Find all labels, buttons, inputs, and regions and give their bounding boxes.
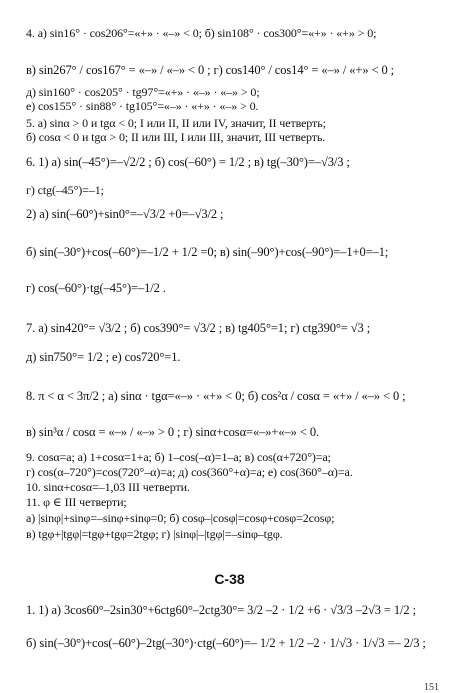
line-11v: в) tgφ+|tgφ|=tgφ+tgφ=2tgφ; г) |sinφ|–|tgφ|=–sinφ–tgφ.: [26, 527, 283, 541]
line-7: 7. а) sin420°= √3/2 ; б) cos390°= √3/2 ; в) tg405°=1; г) ctg390°= √3 ;: [26, 321, 371, 335]
section-heading: С-38: [214, 571, 245, 587]
line-10: 10. sinα+cosα=–1,03 III четверти.: [26, 480, 190, 494]
line-7d: д) sin750°= 1/2 ; е) cos720°=1.: [26, 350, 181, 364]
line-11: 11. φ ∈ III четверти;: [26, 495, 127, 509]
line-c38-1a: 1. 1) а) 3cos60°–2sin30°+6ctg60°–2ctg30°= 3/2 –2 · 1/2 +6 · √3/3 –2√3 = 1/2 ;: [26, 603, 416, 617]
line-4vg: в) sin267° / cos167° = «–» / «–» < 0 ; г) cos140° / cos14° = «–» / «+» < 0 ;: [26, 63, 395, 77]
line-9: 9. cosα=a; а) 1+cosα=1+a; б) 1–cos(–α)=1–a; в) cos(α+720°)=a;: [26, 450, 331, 464]
line-9g: г) cos(α–720°)=cos(720°–α)=a; д) cos(360°+α)=a; е) cos(360°–α)=a.: [26, 465, 353, 479]
line-4ab: 4. а) sin16° · cos206°=«+» · «–» < 0; б) sin108° · cos300°=«+» · «+» > 0;: [26, 26, 377, 40]
line-5a: 5. а) sinα > 0 и tgα < 0; I или II, II или IV, значит, II четверть;: [26, 116, 326, 130]
line-4d: д) sin160° · cos205° · tg97°=«+» · «–» · «–» > 0;: [26, 85, 260, 99]
line-6-1g: г) ctg(–45°)=–1;: [26, 183, 104, 197]
line-11a: а) |sinφ|+sinφ=–sinφ+sinφ=0; б) cosφ–|cosφ|=cosφ+cosφ=2cosφ;: [26, 511, 335, 525]
line-8: 8. π < α < 3π/2 ; а) sinα · tgα=«–» · «+» < 0; б) cos²α / cosα = «+» / «–» < 0 ;: [26, 389, 406, 403]
line-6-2a: 2) а) sin(–60°)+sin0°=–√3/2 +0=–√3/2 ;: [26, 207, 224, 221]
line-6-2b: б) sin(–30°)+cos(–60°)=–1/2 + 1/2 =0; в) sin(–90°)+cos(–90°)=–1+0=–1;: [26, 245, 389, 259]
line-4e: е) cos155° · sin88° · tg105°=«–» · «+» · «–» > 0.: [26, 99, 259, 113]
line-6-2g: г) cos(–60°)·tg(–45°)=–1/2 .: [26, 281, 166, 295]
line-8v: в) sin³α / cosα = «–» / «–» > 0 ; г) sinα+cosα=«–»+«–» < 0.: [26, 425, 319, 439]
line-6-1: 6. 1) а) sin(–45°)=–√2/2 ; б) cos(–60°) = 1/2 ; в) tg(–30°)=–√3/3 ;: [26, 155, 350, 169]
page-number: 151: [424, 682, 439, 693]
line-5b: б) cosα < 0 и tgα > 0; II или III, I или III, значит, III четверть.: [26, 130, 326, 144]
line-c38-1b: б) sin(–30°)+cos(–60°)–2tg(–30°)·ctg(–60°)=– 1/2 + 1/2 –2 · 1/√3 · 1/√3 =– 2/3 ;: [26, 636, 426, 650]
